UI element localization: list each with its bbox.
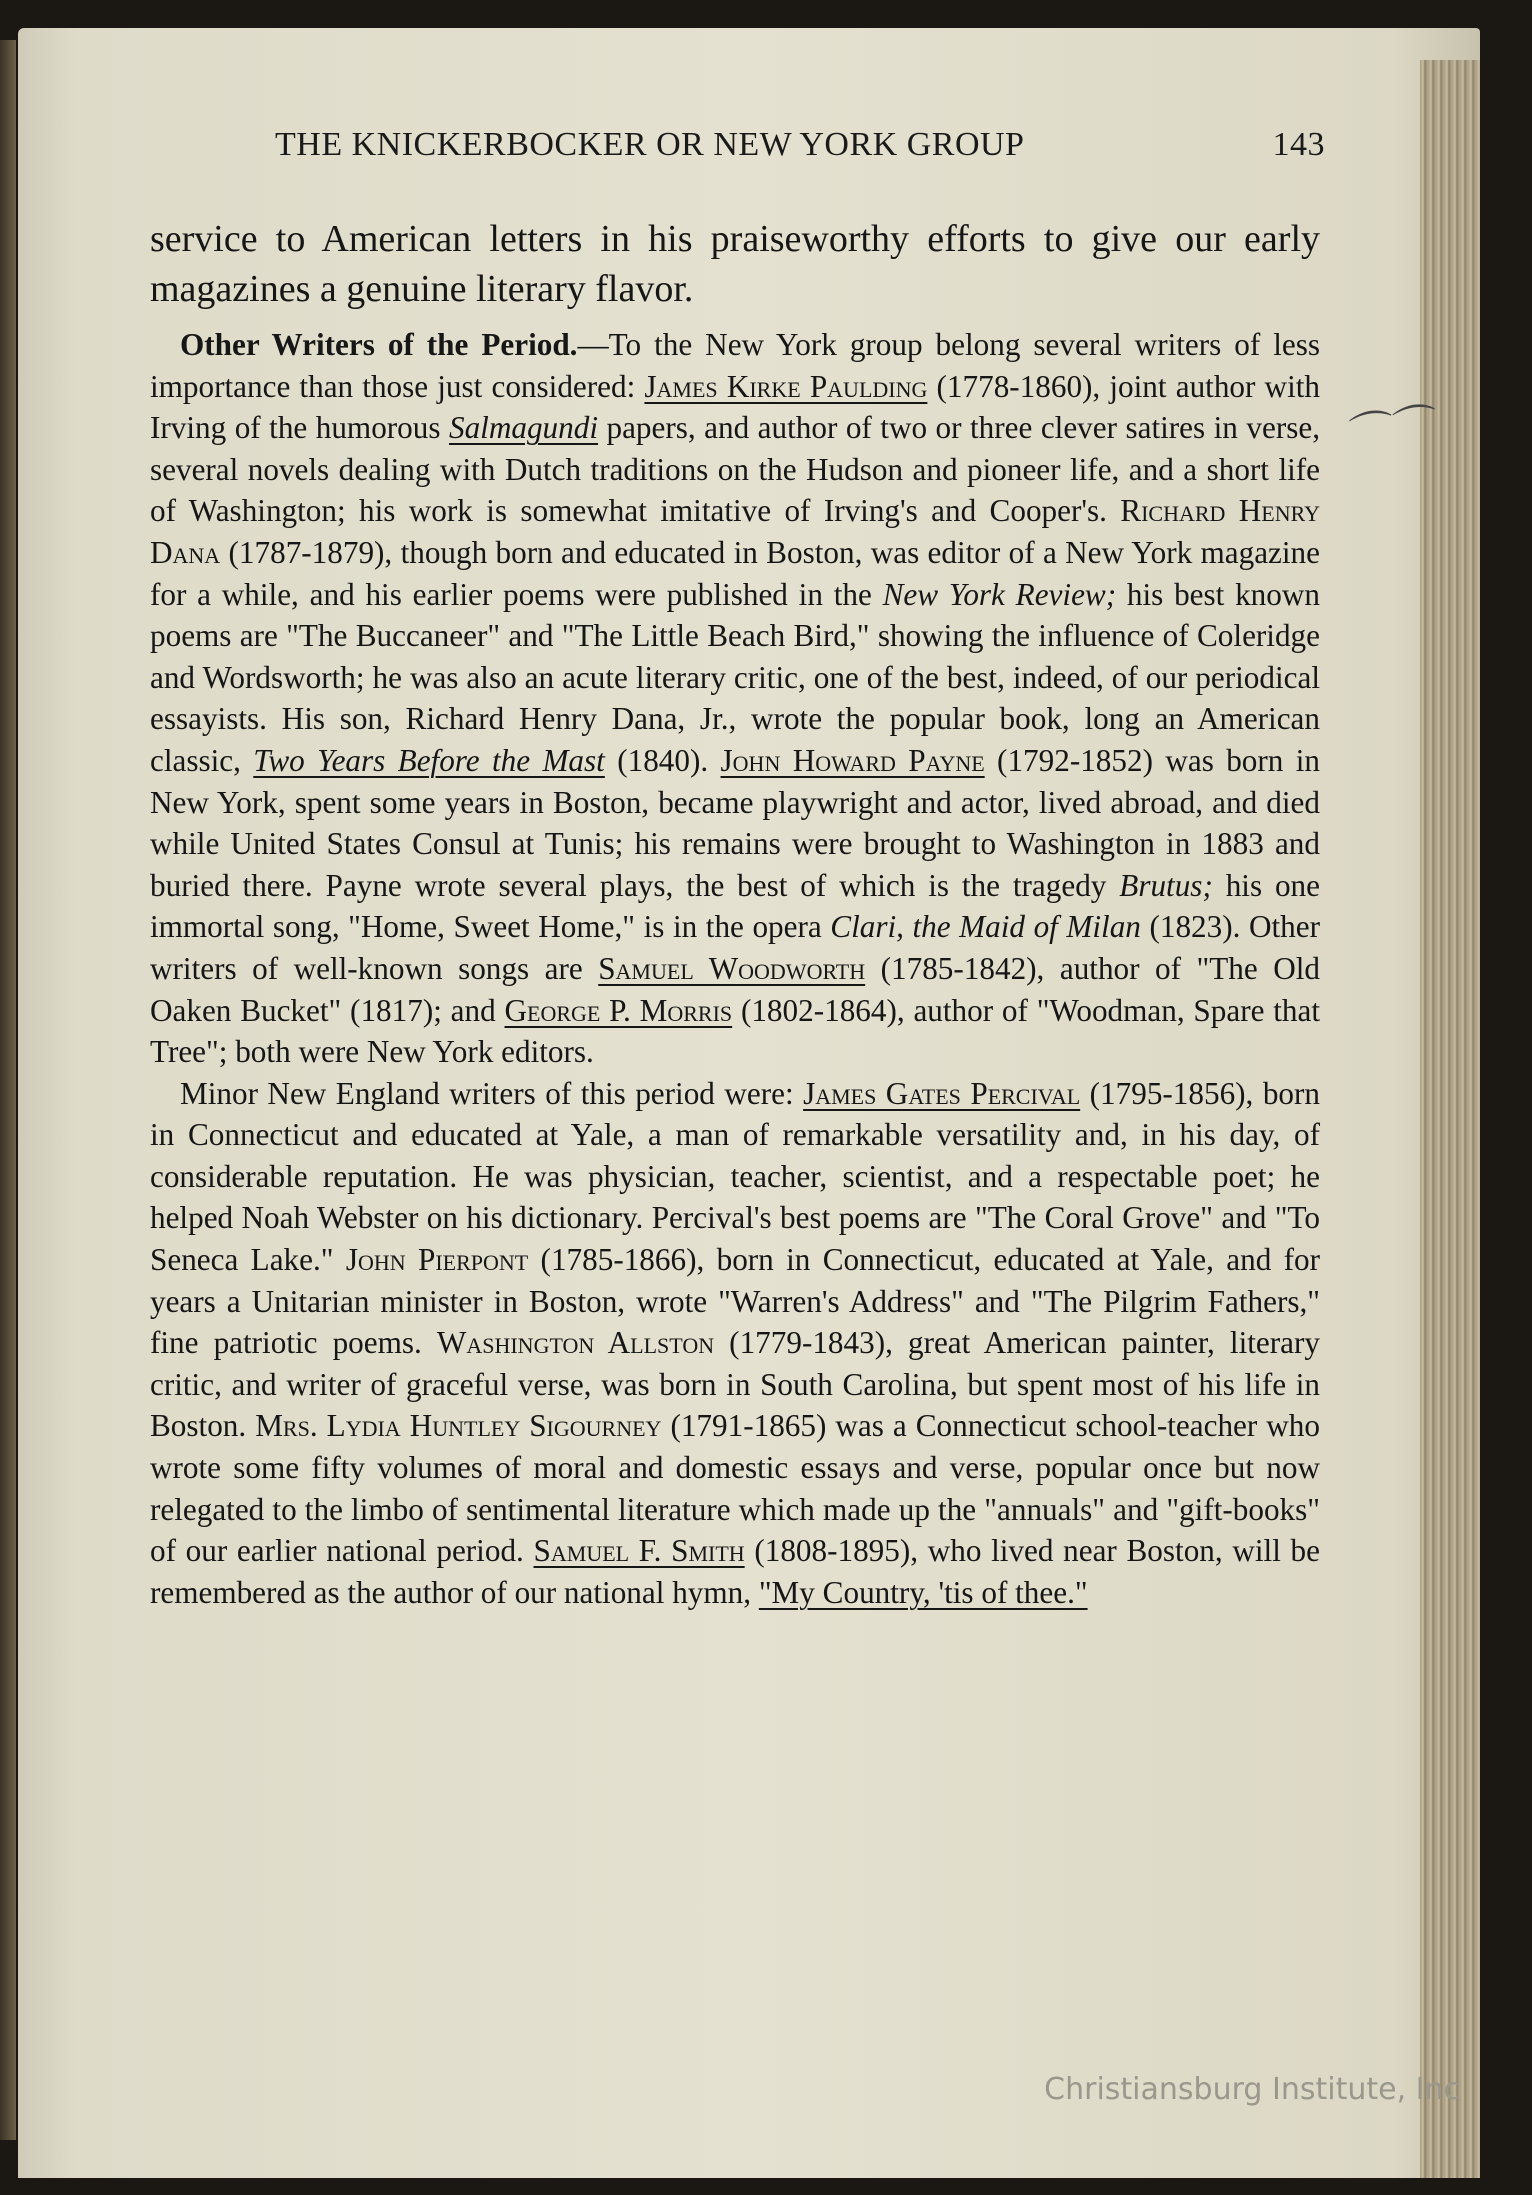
text-run: his one immortal song, "Home, Sweet Home," is in the opera — [150, 867, 1320, 945]
handwritten-margin-mark: ⌒⌒ — [1339, 401, 1434, 462]
text-run: (1791-1865) was a Connecticut school-teacher who wrote some fifty volumes of moral and domestic essays and verse, popular once but now relegated to the limbo of sentimental literature which made up the "annuals" and "gift-books" of our earlier national period. — [150, 1408, 1320, 1569]
section-heading: Other Writers of the Period. — [180, 327, 578, 362]
text-run: papers, and author of two or three clever satires in verse, several novels dealing with Dutch traditions on the Hudson and pioneer life, and a short life of Washington; his work is somewhat imitative of Irving's and Cooper's. — [150, 410, 1320, 529]
text-run: (1840). — [604, 742, 721, 778]
title-my-country: "My Country, 'tis of thee." — [758, 1574, 1088, 1610]
name-percival: James Gates Percival — [803, 1075, 1081, 1111]
name-payne: John Howard Payne — [720, 742, 985, 778]
lead-paragraph-block — [150, 214, 1320, 314]
book-spine-left — [0, 40, 16, 2140]
body-text — [150, 324, 1320, 1613]
page-text — [150, 214, 1320, 1613]
paragraph-other-writers — [150, 324, 1320, 1073]
running-head-title: THE KNICKERBOCKER OR NEW YORK GROUP — [275, 126, 1025, 163]
name-smith: Samuel F. Smith — [533, 1533, 745, 1569]
title-new-york-review: New York Review; — [882, 576, 1117, 612]
title-clari: Clari, the Maid of Milan — [830, 909, 1141, 945]
watermark: Christiansburg Institute, Inc — [1044, 2072, 1460, 2107]
name-woodworth: Samuel Woodworth — [598, 950, 866, 986]
text-run: —To the New York group belong several writers of less importance than those just considered: — [150, 327, 1320, 404]
name-sigourney: Mrs. Lydia Huntley Sigourney — [255, 1408, 662, 1444]
text-run: (1785-1842), author of "The Old Oaken Bucket" (1817); and — [150, 950, 1321, 1028]
text-run: (1795-1856), born in Connecticut and educated at Yale, a man of remarkable versatility and, in his day, of considerable reputation. He was physician, teacher, scientist, and a respectable poet; he helped Noah Webster on his dictionary. Percival's best poems are "The Coral Grove" and "To Seneca Lake." — [150, 1075, 1320, 1278]
paragraph-new-england — [150, 1073, 1320, 1614]
page-edges — [1420, 60, 1480, 2178]
lead-paragraph: service to American letters in his praiseworthy efforts to give our early magazines a genuine literary flavor. — [150, 218, 1320, 310]
name-paulding: James Kirke Paulding — [644, 368, 928, 404]
name-dana: Richard Henry Dana — [150, 493, 1320, 570]
text-run: (1823). Other writers of well-known songs are — [150, 909, 1320, 986]
text-run: (1787-1879), though born and educated in Boston, was editor of a New York magazine for a while, and his earlier poems were published in the — [150, 534, 1320, 612]
text-run: (1792-1852) was born in New York, spent some years in Boston, became playwright and actor, lived abroad, and died while United States Consul at Tunis; his remains were brought to Washington in 1883 and buried there. Payne wrote several plays, the best of which is the tragedy — [150, 742, 1320, 903]
name-pierpont: John Pierpont — [345, 1242, 529, 1278]
text-run: (1778-1860), joint author with Irving of the humorous — [150, 368, 1320, 446]
text-run: (1802-1864), author of "Woodman, Spare that Tree"; both were New York editors. — [150, 992, 1321, 1070]
name-allston: Washington Allston — [436, 1325, 715, 1361]
text-run: Minor New England writers of this period were: — [180, 1075, 804, 1111]
running-head — [275, 126, 1325, 164]
text-run: (1808-1895), who lived near Boston, will be remembered as the author of our national hymn, — [150, 1533, 1320, 1610]
text-run: (1785-1866), born in Connecticut, educated at Yale, and for years a Unitarian minister in Boston, wrote "Warren's Address" and "The Pilgrim Fathers," fine patriotic poems. — [150, 1242, 1320, 1361]
text-run: (1779-1843), great American painter, literary critic, and writer of graceful verse, was born in South Carolina, but spent most of his life in Boston. — [150, 1325, 1320, 1444]
title-brutus: Brutus; — [1119, 867, 1213, 903]
name-morris: George P. Morris — [504, 992, 733, 1028]
title-two-years: Two Years Before the Mast — [253, 742, 605, 778]
text-run: his best known poems are "The Buccaneer" and "The Little Beach Bird," showing the influence of Coleridge and Wordsworth; he was also an acute literary critic, one of the best, indeed, of our periodical essayists. His son, Richard Henry Dana, Jr., wrote the popular book, long an American classic, — [150, 576, 1320, 778]
page-number: 143 — [1272, 126, 1325, 163]
title-salmagundi: Salmagundi — [448, 410, 598, 446]
